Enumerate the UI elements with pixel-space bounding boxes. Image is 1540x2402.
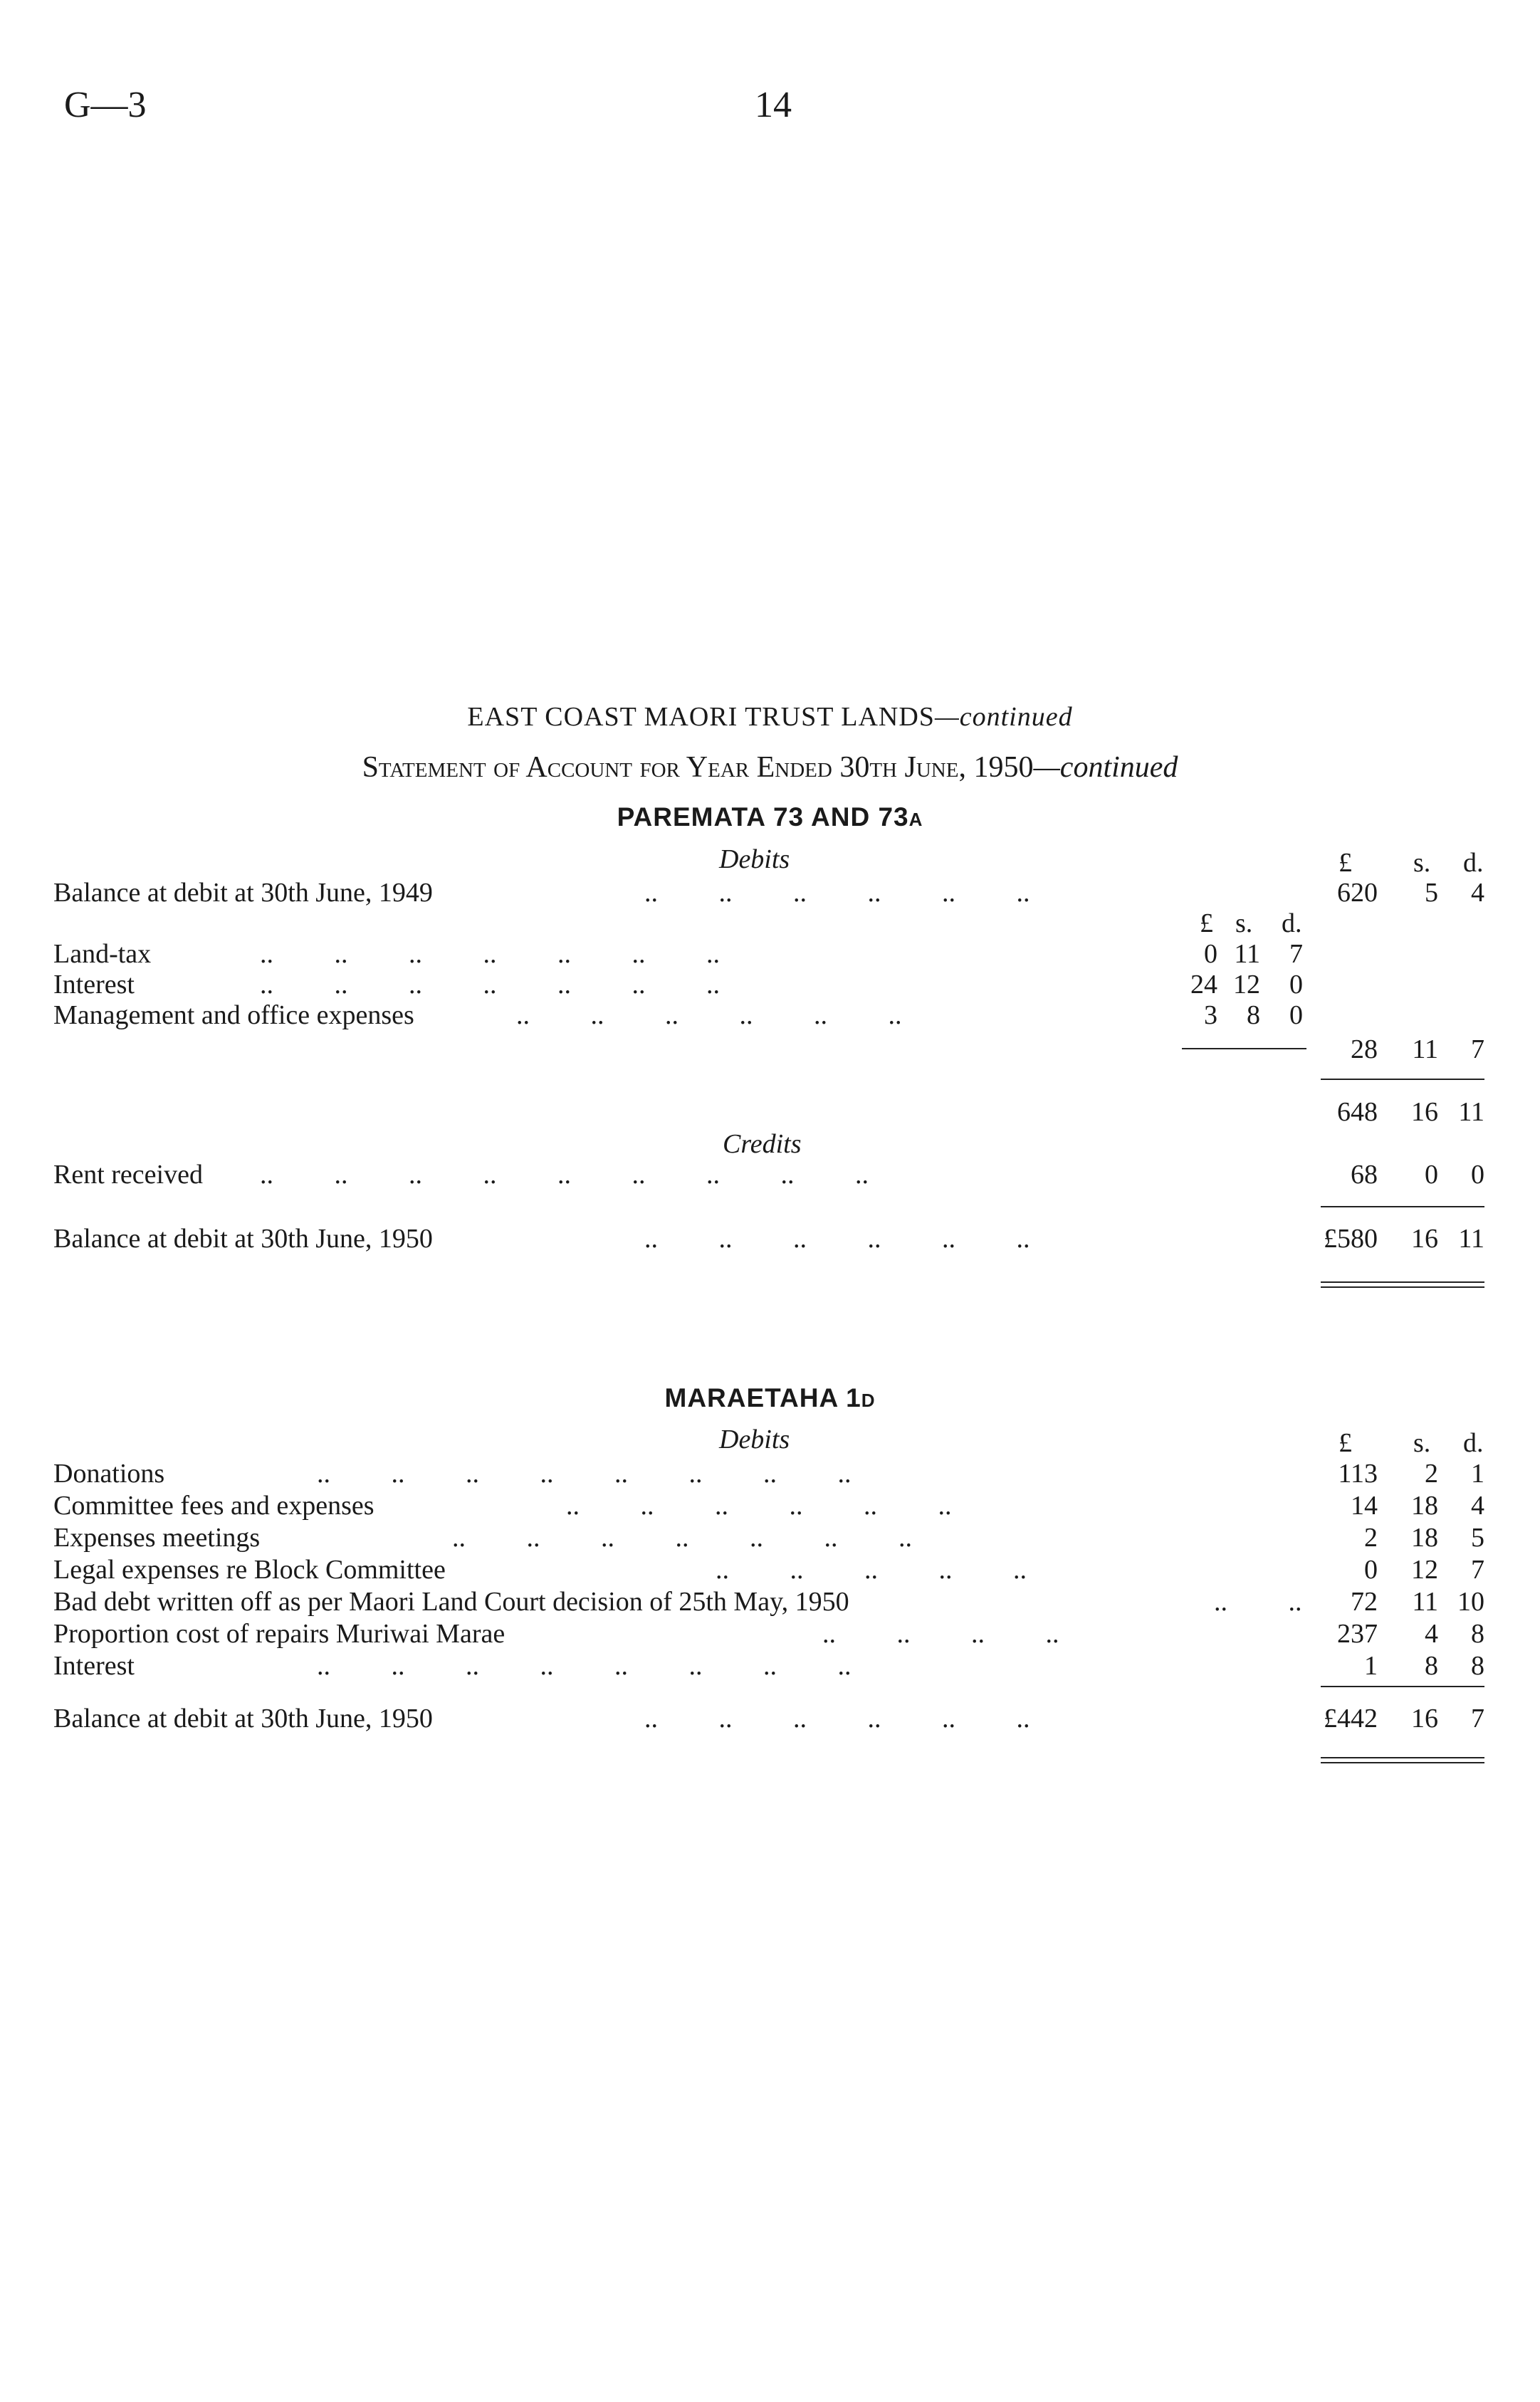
amount-pence: 8 [1471, 1651, 1484, 1681]
amount-pound: 2 [1364, 1523, 1378, 1553]
closing-double-rule [1321, 1281, 1484, 1288]
row-label: Bad debt written off as per Maori Land Court decision of 25th May, 1950 [53, 1587, 849, 1617]
amount-pound: 620 [1337, 878, 1378, 908]
amount-pound: 648 [1337, 1097, 1378, 1127]
paremata-heading [0, 802, 1540, 832]
row-label: Rent received [53, 1160, 203, 1190]
row-label: Interest [53, 970, 135, 1000]
total-rule [1321, 1079, 1484, 1080]
main-title-text: EAST COAST MAORI TRUST LANDS [467, 702, 935, 732]
page-number: 14 [755, 85, 792, 125]
row-label: Legal expenses re Block Committee [53, 1555, 446, 1585]
maraetaha-heading [0, 1383, 1540, 1413]
maraetaha-item-row [53, 1554, 1492, 1587]
maraetaha-item-row [53, 1458, 1492, 1491]
amount-pence: 7 [1289, 939, 1303, 969]
leader-dots: .. .. .. .. .. .. [644, 1704, 1030, 1734]
amount-shilling: 12 [1411, 1555, 1438, 1585]
maraetaha-item-row [53, 1490, 1492, 1523]
row-label: Expenses meetings [53, 1523, 261, 1553]
leader-dots: .. .. .. .. .. .. .. .. .. [260, 1160, 869, 1190]
maraetaha-heading-text: MARAETAHA 1 [664, 1383, 861, 1412]
amount-pound: 113 [1338, 1459, 1378, 1489]
amount-shilling: 8 [1247, 1000, 1260, 1030]
row-label: Balance at debit at 30th June, 1950 [53, 1224, 433, 1254]
leader-dots: .. .. .. .. .. .. [566, 1491, 952, 1521]
leader-dots: .. .. .. .. .. .. .. .. [317, 1459, 852, 1489]
amount-pence: 11 [1458, 1224, 1484, 1254]
amount-shilling: 4 [1425, 1619, 1438, 1649]
inner-head-pence: d. [1282, 908, 1302, 938]
leader-dots: .. .. .. .. .. .. [644, 878, 1030, 908]
row-label: Donations [53, 1459, 165, 1489]
amount-pound: 237 [1337, 1619, 1378, 1649]
amount-shilling: 16 [1411, 1097, 1438, 1127]
paremata-item-row [53, 938, 1335, 971]
maraetaha-heading-suffix: D [861, 1390, 876, 1411]
amount-pence: 5 [1471, 1523, 1484, 1553]
amount-pound: 72 [1351, 1587, 1378, 1617]
inner-head-shilling: s. [1235, 908, 1253, 938]
amount-pence: 10 [1457, 1587, 1484, 1617]
maraetaha-item-row [53, 1650, 1492, 1683]
maraetaha-closing-row [53, 1703, 1492, 1736]
maraetaha-item-row [53, 1522, 1492, 1555]
main-title [0, 701, 1540, 733]
amount-pence: 0 [1471, 1160, 1484, 1190]
amount-pound: 0 [1364, 1555, 1378, 1585]
row-label: Committee fees and expenses [53, 1491, 374, 1521]
amount-pence: 4 [1471, 1491, 1484, 1521]
paremata-rent-row [53, 1159, 1492, 1192]
row-label: Land-tax [53, 939, 152, 969]
amount-shilling: 18 [1411, 1491, 1438, 1521]
paremata-closing-row [53, 1223, 1492, 1256]
paremata-debits-label: Debits [719, 844, 790, 874]
amount-shilling: 8 [1425, 1651, 1438, 1681]
amount-pound: 14 [1351, 1491, 1378, 1521]
amount-shilling: 18 [1411, 1523, 1438, 1553]
maraetaha-total-rule [1321, 1686, 1484, 1687]
main-title-suffix: —continued [934, 702, 1073, 732]
amount-pound: £580 [1324, 1224, 1378, 1254]
leader-dots: .. .. .. .. .. [716, 1555, 1027, 1585]
closing-rule [1321, 1206, 1484, 1207]
amount-pence: 7 [1471, 1704, 1484, 1734]
amount-shilling: 16 [1411, 1704, 1438, 1734]
amount-shilling: 16 [1411, 1224, 1438, 1254]
amount-shilling: 11 [1412, 1587, 1438, 1617]
row-label: Management and office expenses [53, 1000, 414, 1030]
row-label: Balance at debit at 30th June, 1949 [53, 878, 433, 908]
amount-pence: 0 [1289, 970, 1303, 1000]
amount-pence: 7 [1471, 1034, 1484, 1064]
amount-pound: 0 [1204, 939, 1217, 969]
statement-title-suffix: —continued [1033, 751, 1178, 784]
document-reference: G—3 [64, 85, 147, 125]
col-head-pence: d. [1463, 1428, 1484, 1458]
col-head-shilling: s. [1413, 848, 1431, 878]
leader-dots: .. .. .. .. .. .. .. [260, 939, 720, 969]
amount-shilling: 12 [1233, 970, 1260, 1000]
amount-pound: 28 [1351, 1034, 1378, 1064]
leader-dots: .. .. [1214, 1587, 1302, 1617]
paremata-item-row [53, 1000, 1335, 1032]
leader-dots: .. .. .. .. .. .. [516, 1000, 902, 1030]
col-head-pound: £ [1339, 848, 1352, 878]
row-label: Interest [53, 1651, 135, 1681]
leader-dots: .. .. .. .. .. .. .. .. [317, 1651, 852, 1681]
paremata-item-row [53, 969, 1335, 1002]
statement-title-text: Statement of Account for Year Ended 30th June, 1950 [362, 751, 1034, 784]
row-label: Balance at debit at 30th June, 1950 [53, 1704, 433, 1734]
amount-pound: 24 [1190, 970, 1217, 1000]
amount-shilling: 5 [1425, 878, 1438, 908]
amount-pence: 4 [1471, 878, 1484, 908]
statement-title [0, 750, 1540, 785]
paremata-subtotal-row [53, 1034, 1492, 1066]
amount-pound: 3 [1204, 1000, 1217, 1030]
amount-shilling: 2 [1425, 1459, 1438, 1489]
maraetaha-double-rule [1321, 1757, 1484, 1763]
col-head-pence: d. [1463, 848, 1484, 878]
amount-pence: 7 [1471, 1555, 1484, 1585]
paremata-opening-row [53, 877, 1492, 910]
leader-dots: .. .. .. .. .. .. [644, 1224, 1030, 1254]
paremata-credits-label: Credits [723, 1129, 802, 1159]
amount-shilling: 11 [1234, 939, 1260, 969]
maraetaha-debits-label: Debits [719, 1425, 790, 1454]
leader-dots: .. .. .. .. .. .. .. [260, 970, 720, 1000]
amount-pence: 1 [1471, 1459, 1484, 1489]
amount-pence: 0 [1289, 1000, 1303, 1030]
leader-dots: .. .. .. .. .. .. .. [452, 1523, 912, 1553]
maraetaha-item-row [53, 1618, 1492, 1651]
leader-dots: .. .. .. .. [822, 1619, 1059, 1649]
paremata-heading-text: PAREMATA 73 AND 73 [617, 802, 909, 832]
amount-pence: 11 [1458, 1097, 1484, 1127]
col-head-shilling: s. [1413, 1428, 1431, 1458]
amount-pound: 1 [1364, 1651, 1378, 1681]
amount-pound: 68 [1351, 1160, 1378, 1190]
paremata-heading-suffix: A [908, 809, 923, 830]
amount-shilling: 0 [1425, 1160, 1438, 1190]
paremata-total-row [53, 1096, 1492, 1129]
maraetaha-item-row [53, 1586, 1492, 1619]
row-label: Proportion cost of repairs Muriwai Marae [53, 1619, 506, 1649]
amount-shilling: 11 [1412, 1034, 1438, 1064]
inner-head-pound: £ [1200, 908, 1213, 938]
amount-pence: 8 [1471, 1619, 1484, 1649]
amount-pound: £442 [1324, 1704, 1378, 1734]
col-head-pound: £ [1339, 1428, 1352, 1458]
